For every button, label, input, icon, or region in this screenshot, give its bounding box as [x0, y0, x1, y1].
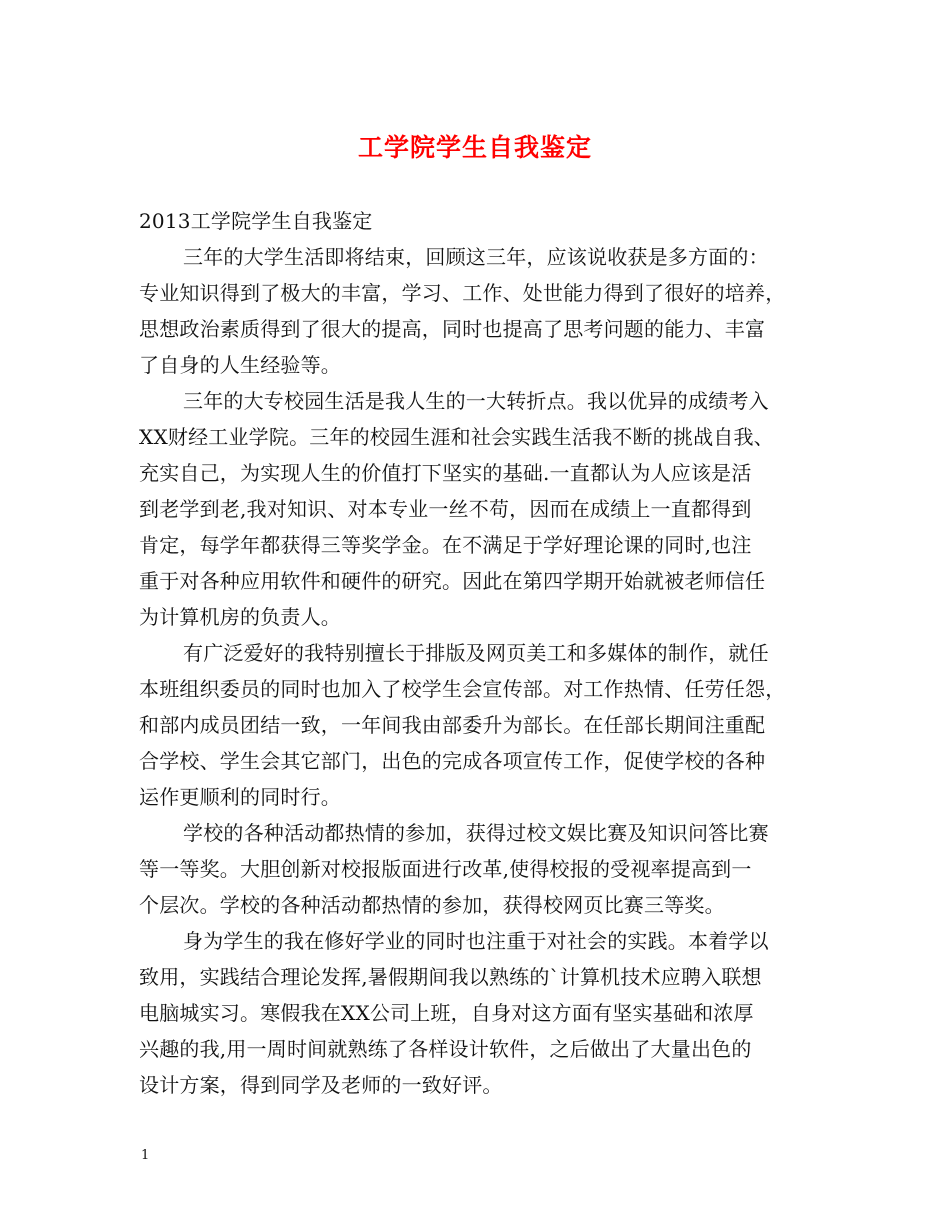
text-line: XX财经工业学院。三年的校园生涯和社会实践生活我不断的挑战自我、 — [139, 425, 774, 449]
text-line: 和部内成员团结一致，一年间我由部委升为部长。在任部长期间注重配 — [139, 713, 766, 737]
text-line: 等一等奖。大胆创新对校报版面进行改革,使得校报的受视率提高到一 — [139, 857, 752, 881]
document-title: 工学院学生自我鉴定 — [357, 133, 592, 162]
text-line: 三年的大学生活即将结束，回顾这三年，应该说收获是多方面的： — [183, 245, 769, 269]
text-line: 身为学生的我在修好学业的同时也注重于对社会的实践。本着学以 — [183, 929, 769, 953]
text-line: 本班组织委员的同时也加入了校学生会宣传部。对工作热情、任劳任怨， — [139, 677, 786, 701]
text-line: 致用，实践结合理论发挥,暑假期间我以熟练的`计算机技术应聘入联想 — [139, 965, 762, 989]
text-line: 了自身的人生经验等。 — [139, 353, 341, 377]
text-line: 设计方案，得到同学及老师的一致好评。 — [139, 1073, 503, 1097]
text-line: 肯定，每学年都获得三等奖学金。在不满足于学好理论课的同时,也注 — [139, 533, 752, 557]
text-line: 重于对各种应用软件和硬件的研究。因此在第四学期开始就被老师信任 — [139, 569, 766, 593]
text-line: 三年的大专校园生活是我人生的一大转折点。我以优异的成绩考入 — [183, 389, 769, 413]
document-body — [139, 203, 815, 1103]
text-line: 学校的各种活动都热情的参加，获得过校文娱比赛及知识问答比赛 — [183, 821, 769, 845]
page-number: 1 — [141, 1148, 150, 1163]
text-line: 充实自己，为实现人生的价值打下坚实的基础.一直都认为人应该是活 — [139, 461, 752, 485]
text-line: 有广泛爱好的我特别擅长于排版及网页美工和多媒体的制作，就任 — [183, 641, 769, 665]
text-line: 专业知识得到了极大的丰富，学习、工作、处世能力得到了很好的培养， — [139, 281, 786, 305]
text-line: 思想政治素质得到了很大的提高，同时也提高了思考问题的能力、丰富 — [139, 317, 766, 341]
text-line: 运作更顺利的同时行。 — [139, 785, 341, 809]
text-line: 为计算机房的负责人。 — [139, 605, 341, 629]
text-line: 电脑城实习。寒假我在XX公司上班，自身对这方面有坚实基础和浓厚 — [139, 1001, 754, 1025]
text-line: 2013工学院学生自我鉴定 — [139, 209, 373, 233]
text-line: 兴趣的我,用一周时间就熟练了各样设计软件，之后做出了大量出色的 — [139, 1037, 752, 1061]
text-line: 个层次。学校的各种活动都热情的参加，获得校网页比赛三等奖。 — [139, 893, 725, 917]
text-line: 到老学到老,我对知识、对本专业一丝不苟，因而在成绩上一直都得到 — [139, 497, 752, 521]
text-line: 合学校、学生会其它部门，出色的完成各项宣传工作，促使学校的各种 — [139, 749, 766, 773]
